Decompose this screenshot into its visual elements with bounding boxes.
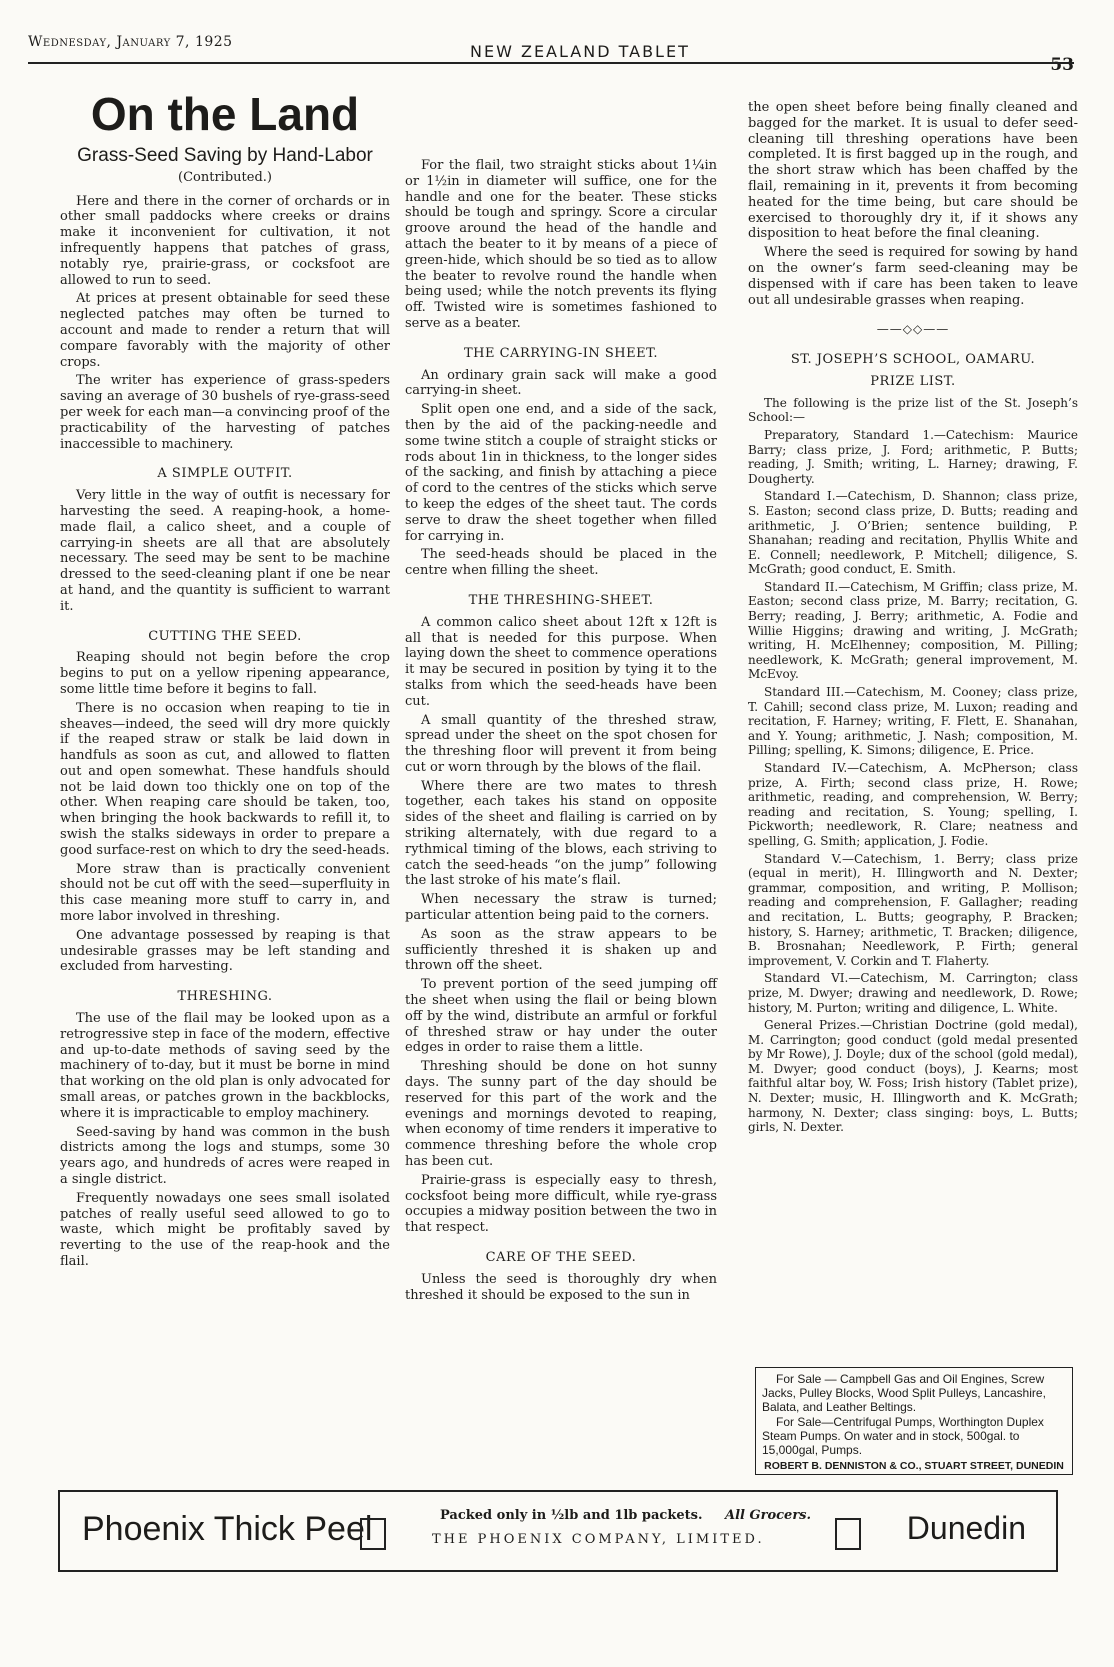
prize-paragraph: General Prizes.—Christian Doctrine (gold medal), M. Carrington; good conduct (gold medal presented by Mr Rowe), J. Doyle; dux of the school (gold medal), M. Dwyer; good conduct (boys), J. Kearns; most faithful altar boy, W. Foss; Irish history (Tablet prize), N. Dexter; music, H. Illingworth and K. McGrath; harmony, N. Dexter; class singing: boys, L. Butts; girls, N. Dexter. — [748, 1018, 1078, 1135]
ad-company: THE PHOENIX COMPANY, LIMITED. — [432, 1532, 765, 1547]
prize-list — [748, 396, 1078, 1135]
article-column-2 — [405, 158, 717, 1306]
paragraph: There is no occasion when reaping to tie in sheaves—indeed, the seed will dry more quickly if the reaped straw or stalk be laid down in handfuls as soon as cut, and allowed to flatten out and open somewhat. These handfuls should not be laid down too thickly one on top of the other. When reaping care should be taken, too, when bringing the hook backwards to refill it, to swish the stalks sideways in order to prepare a good surface-rest on which to dry the seed-heads. — [60, 700, 390, 858]
box-icon — [835, 1518, 861, 1550]
paragraph: A small quantity of the threshed straw, spread under the sheet on the spot chosen for the threshing floor will prevent it from being cut or worn through by the blows of the flail. — [405, 712, 717, 775]
paragraph: More straw than is practically convenient should not be cut off with the seed—superfluity in this case meaning more stuff to carry in, and more labor involved in threshing. — [60, 861, 390, 925]
pumps-advertisement — [755, 1367, 1073, 1475]
header-publication: NEW ZEALAND TABLET — [470, 42, 690, 61]
paragraph: Here and there in the corner of orchards or in other small paddocks where creeks or drains make it inconvenient for cultivation, it not infrequently happens that patches of grass, notably rye, prairie-grass, or cocksfoot are allowed to run to seed. — [60, 193, 390, 288]
ad-line: For Sale—Centrifugal Pumps, Worthington Duplex Steam Pumps. On water and in stock, 500gal. to 15,000gal, Pumps. — [762, 1414, 1044, 1458]
ad-packed: Packed only in ½lb and 1lb packets. — [440, 1508, 703, 1523]
ad-line: For Sale — Campbell Gas and Oil Engines, Screw Jacks, Pulley Blocks, Wood Split Pulleys, Lancashire, Balata, and Leather Beltings. — [762, 1372, 1046, 1415]
paragraph: At prices at present obtainable for seed these neglected patches may often be turned to account and made to render a return that will compare favorably with the majority of other crops. — [60, 291, 390, 370]
box-icon — [360, 1518, 386, 1550]
paragraph: When necessary the straw is turned; particular attention being paid to the corners. — [405, 892, 717, 924]
paragraph: A common calico sheet about 12ft x 12ft is all that is needed for this purpose. When laying down the sheet to commence operations it may be secured in position by tying it to the stalks from which the seed-heads have been cut. — [405, 614, 717, 709]
paragraph: Frequently nowadays one sees small isolated patches of really useful seed allowed to go to waste, which might be profitably saved by reverting to the use of the reap-hook and the flail. — [60, 1190, 390, 1269]
paragraph: Threshing should be done on hot sunny days. The sunny part of the day should be reserved for this part of the work and the evenings and mornings devoted to reaping, when economy of time renders it imperative to commence threshing before the whole crop has been cut. — [405, 1059, 717, 1170]
ad-city: Dunedin — [906, 1510, 1026, 1546]
paragraph: Very little in the way of outfit is necessary for harvesting the seed. A reaping-hook, a home-made flail, a calico sheet, and a couple of carrying-in sheets are all that are absolutely necessary. The seed may be sent to be machine dressed to the seed-cleaning plant if one be near at hand, and the quantity is sufficient to warrant it. — [60, 488, 390, 614]
paragraph: The writer has experience of grass-speders saving an average of 30 bushels of rye-grass-seed per week for each man—a convincing proof of the practicability of the harvesting of patches inaccessible to machinery. — [60, 373, 390, 452]
paragraph: Unless the seed is thoroughly dry when threshed it should be exposed to the sun in — [405, 1271, 717, 1303]
paragraph: One advantage possessed by reaping is that undesirable grasses may be left standing and excluded from harvesting. — [60, 927, 390, 975]
ad-brand: Phoenix Thick Peel — [82, 1510, 373, 1548]
paragraph: Seed-saving by hand was common in the bush districts among the logs and stumps, some 30 years ago, and hundreds of acres were reaped in a single district. — [60, 1124, 390, 1188]
article-subtitle: Grass-Seed Saving by Hand-Labor — [77, 145, 373, 166]
ad-signature: ROBERT B. DENNISTON & CO., STUART STREET, DUNEDIN — [764, 1460, 1064, 1473]
article-title: On the Land — [90, 88, 360, 140]
paragraph: Split open one end, and a side of the sack, then by the aid of the packing-needle and some twine stitch a couple of straight sticks or rods about 1in in thickness, to the longer sides of the sacking, and finish by attaching a piece of cord to the centres of the sticks which serve to keep the edges of the sheet taut. The cords serve to draw the sheet together when filled for carrying in. — [405, 402, 717, 544]
prize-paragraph: Standard VI.—Catechism, M. Carrington; class prize, M. Dwyer; drawing and needlework, D. Rowe; history, M. Purton; writing and diligence, L. White. — [748, 971, 1078, 1015]
prize-paragraph: Standard I.—Catechism, D. Shannon; class prize, S. Easton; second class prize, D. Butts; reading and arithmetic, J. O’Brien; sentence building, P. Shanahan; reading and recitation, Phyllis White and E. Connell; needlework, P. Mitchell; diligence, S. McGrath; good conduct, E. Smith. — [748, 489, 1078, 577]
prize-paragraph: Standard III.—Catechism, M. Cooney; class prize, T. Cahill; second class prize, M. Luxon; reading and recitation, F. Harney; writing, F. Flett, E. Shanahan, and Y. Young; arithmetic, J. Nash; composition, M. Pilling; spelling, K. Simons; diligence, E. Price. — [748, 685, 1078, 758]
prize-title: ST. JOSEPH’S SCHOOL, OAMARU. — [790, 352, 1036, 368]
paragraph: Reaping should not begin before the crop begins to put on a yellow ripening appearance, some little time before it begins to fall. — [60, 650, 390, 697]
paragraph: The seed-heads should be placed in the centre when filling the sheet. — [405, 547, 717, 579]
prize-paragraph: Preparatory, Standard 1.—Catechism: Maurice Barry; class prize, J. Ford; arithmetic, P. Butts; reading, J. Smith; writing, L. Harney; drawing, F. Dougherty. — [748, 427, 1078, 486]
section-heading: A SIMPLE OUTFIT. — [157, 466, 293, 482]
paragraph: The use of the flail may be looked upon as a retrogressive step in face of the modern, effective and up-to-date methods of saving seed by the machinery of to-day, but it must be borne in mind that working on the old plan is only advocated for small areas, or patches grown in the backblocks, where it is impracticable to employ machinery. — [60, 1011, 390, 1121]
article-byline: (Contributed.) — [178, 169, 272, 185]
paragraph: For the flail, two straight sticks about 1¼in or 1½in in diameter will suffice, one for the handle and one for the beater. These sticks should be tough and springy. Score a circular groove around the head of the handle and attach the beater to it by means of a piece of green-hide, which should be so tied as to allow the beater to revolve round the handle when being used; while the notch prevents its flying off. Twisted wire is sometimes fashioned to serve as a beater. — [405, 158, 717, 331]
section-heading: CUTTING THE SEED. — [148, 628, 302, 644]
paragraph: Where the seed is required for sowing by hand on the owner’s farm seed-cleaning may be dispensed with if care has been taken to leave out all undesirable grasses when reaping. — [748, 245, 1078, 308]
paragraph: As soon as the straw appears to be sufficiently threshed it is shaken up and thrown off the sheet. — [405, 926, 717, 974]
paragraph: the open sheet before being finally cleaned and bagged for the market. It is usual to defer seed-cleaning till threshing operations have been completed. It is first bagged up in the rough, and the short straw which has been chaffed by the flail, remaining in it, prevents it from becoming heated for the time being, but care should be exercised to thoroughly dry it, if it shows any disposition to heat before the final cleaning. — [748, 100, 1078, 242]
prize-subtitle: PRIZE LIST. — [870, 373, 956, 389]
page-number: 53 — [1050, 55, 1074, 75]
section-heading: THE THRESHING-SHEET. — [468, 592, 654, 608]
section-heading: CARE OF THE SEED. — [485, 1250, 637, 1265]
ad-packed-text — [440, 1508, 811, 1523]
ornament-divider: ——◇◇—— — [876, 322, 950, 337]
header-date: Wednesday, January 7, 1925 — [28, 34, 233, 50]
ad-grocers: All Grocers. — [725, 1508, 812, 1523]
header-rule — [28, 62, 1074, 64]
prize-paragraph: Standard II.—Catechism, M Griffin; class prize, M. Easton; second class prize, M. Barry; recitation, G. Berry; reading, J. Berry; arithmetic, A. Fodie and Willie Higgins; drawing and writing, J. McGrath; writing, H. McElhenney; composition, M. Pilling; needlework, K. McGrath; general improvement, M. McEvoy. — [748, 579, 1078, 682]
article-column-3 — [748, 100, 1078, 1138]
prize-paragraph: The following is the prize list of the St. Joseph’s School:— — [748, 395, 1078, 425]
paragraph: An ordinary grain sack will make a good carrying-in sheet. — [405, 367, 717, 399]
prize-paragraph: Standard V.—Catechism, 1. Berry; class prize (equal in merit), H. Illingworth and N. Dexter; grammar, composition, and writing, P. Mollison; reading and comprehension, F. Gallagher; reading and recitation, L. Butts; geography, P. Bracken; history, S. Harney; arithmetic, T. Bracken; diligence, B. Brosnahan; Needlework, P. Firth; general improvement, V. Corkin and T. Flaherty. — [748, 851, 1078, 968]
prize-paragraph: Standard IV.—Catechism, A. McPherson; class prize, A. Firth; second class prize, H. Rowe; arithmetic, reading, and comprehension, W. Berry; reading and recitation, S. Young; spelling, I. Pickworth; needlework, R. Clare; neatness and spelling, G. Smith; application, J. Fodie. — [748, 761, 1078, 848]
paragraph: Where there are two mates to thresh together, each takes his stand on opposite sides of the sheet and flailing is carried on by striking alternately, with due regard to a rythmical timing of the blows, each striving to catch the seed-heads “on the jump” following the last stroke of his mate’s flail. — [405, 778, 717, 889]
article-column-1 — [60, 88, 390, 1273]
section-heading: THE CARRYING-IN SHEET. — [463, 345, 658, 361]
phoenix-advertisement — [58, 1490, 1058, 1572]
paragraph: Prairie-grass is especially easy to thresh, cocksfoot being more difficult, while rye-grass occupies a midway position between the two in that respect. — [405, 1172, 717, 1236]
section-heading: THRESHING. — [177, 989, 273, 1005]
paragraph: To prevent portion of the seed jumping off the sheet when using the flail or being blown off by the wind, distribute an armful or forkful of threshed straw or hay under the outer edges in order to raise them a little. — [405, 977, 717, 1056]
